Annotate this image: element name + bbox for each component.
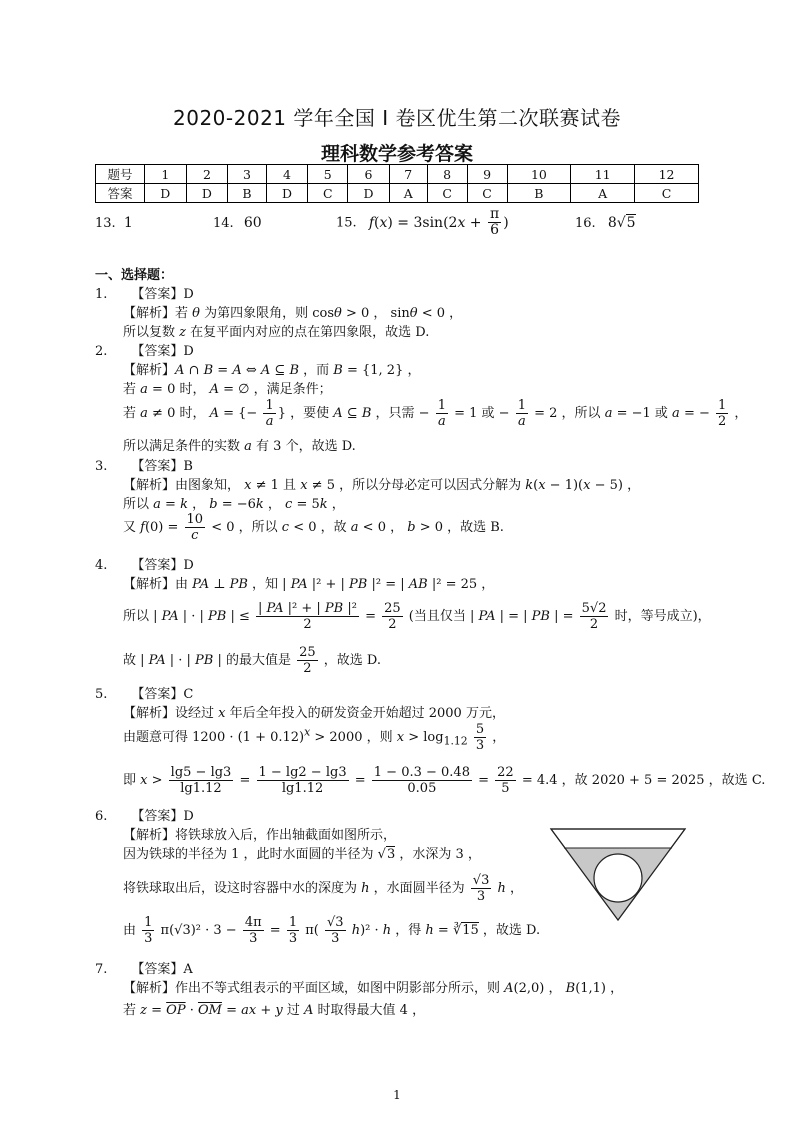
page-subtitle: 理科数学参考答案: [320, 143, 473, 165]
q3-explain-line1: 【解析】由图象知， x ≠ 1 且 x ≠ 5 ，所以分母必定可以因式分解为 k(x − 1)(x − 5) ，: [123, 478, 641, 493]
question-number-cell: 5: [308, 165, 348, 184]
q3-explain-line3: 又 f(0) = $\frac{10}{c}$ < 0 ，所以 c < 0 ，故 a < 0 ， b > 0 ，故选 B.: [123, 512, 504, 543]
fill-blank-q14: 14. 60: [213, 215, 262, 231]
q6-answer: 6. 【答案】D: [95, 809, 194, 824]
q7-answer: 7. 【答案】A: [95, 962, 193, 977]
answer-cell: A: [571, 184, 635, 203]
question-number-cell: 12: [635, 165, 699, 184]
row-label-number: 题号: [96, 165, 145, 184]
answer-cell: C: [427, 184, 467, 203]
q3-answer: 3. 【答案】B: [95, 459, 193, 474]
question-number-cell: 8: [427, 165, 467, 184]
answer-table-answer-row: [96, 184, 699, 203]
answer-cell: B: [507, 184, 571, 203]
answer-cell: D: [186, 184, 228, 203]
q6-explain-line3: 将铁球取出后，设这时容器中水的深度为 h ，水面圆半径为 $\frac{√3}{3}$ h ，: [123, 873, 523, 904]
answer-table: [95, 164, 699, 203]
question-number-cell: 10: [507, 165, 571, 184]
question-number-cell: 4: [266, 165, 308, 184]
q6-explain-line4: 由 $\frac{1}{3}$ π(√3)² · 3 − $\frac{4\pi}{3}$ = $\frac{1}{3}$ π( $\frac{√3}{3}$ h)² · h ，得 h = ∛15 ，故选 D.: [123, 915, 541, 946]
question-number-cell: 7: [389, 165, 427, 184]
answer-cell: C: [467, 184, 507, 203]
cone-cross-section-figure: [548, 826, 688, 926]
q5-explain-line3: 即 x > $\frac{\lg 5 - \lg 3}{\lg 1.12}$ = $\frac{1 - \lg 2 - \lg 3}{\lg 1.12}$ = $\frac{1 - 0.3 - 0.48}{0.05}$ = $\frac{22}{5}$ = 4.4 ，故 2020 + 5 = 2025 ，故选 C.: [123, 765, 766, 796]
q5-answer: 5. 【答案】C: [95, 687, 194, 702]
q2-explain-line4: 所以满足条件的实数 a 有 3 个，故选 D.: [123, 439, 356, 454]
answer-cell: D: [145, 184, 187, 203]
page-number: 1: [393, 1088, 401, 1102]
answer-cell: C: [635, 184, 699, 203]
question-number-cell: 9: [467, 165, 507, 184]
iron-ball: [594, 854, 642, 902]
q2-answer: 2. 【答案】D: [95, 344, 194, 359]
answer-cell: B: [228, 184, 266, 203]
page-title: 2020-2021 学年全国 I 卷区优生第二次联赛试卷: [173, 106, 621, 130]
q2-explain-line2: 若 a = 0 时， A = ∅ ，满足条件；: [123, 382, 332, 397]
q3-explain-line2: 所以 a = k ， b = −6k ， c = 5k ，: [123, 497, 345, 512]
q5-explain-line1: 【解析】设经过 x 年后全年投入的研发资金开始超过 2000 万元，: [123, 706, 505, 721]
question-number-cell: 1: [145, 165, 187, 184]
fill-blank-q13: 13. 1: [95, 215, 133, 231]
answer-cell: A: [389, 184, 427, 203]
q7-explain-line1: 【解析】作出不等式组表示的平面区域，如图中阴影部分所示，则 A(2,0) ， B(1,1) ，: [123, 981, 624, 996]
answer-table-number-row: [96, 165, 699, 184]
fill-blank-q16: 16. 8√5: [575, 215, 636, 231]
q2-explain-line3: 若 a ≠ 0 时， A = {− $\frac{1}{a}$ } ，要使 A ⊆ B ，只需 − $\frac{1}{a}$ = 1 或 − $\frac{1}{a}$ = 2 ，所以 a = −1 或 a = − $\frac{1}{2}$ ，: [123, 398, 748, 429]
row-label-answer: 答案: [96, 184, 145, 203]
question-number-cell: 11: [571, 165, 635, 184]
q4-explain-line1: 【解析】由 PA ⊥ PB ，知 | PA |² + | PB |² = | AB |² = 25 ，: [123, 577, 495, 592]
answer-cell: D: [266, 184, 308, 203]
q4-explain-line3: 故 | PA | · | PB | 的最大值是 $\frac{25}{2}$ ，故选 D.: [123, 645, 382, 676]
q4-explain-line2: 所以 | PA | · | PB | ≤ $\frac{\text{| PA |² + | PB |²}}{2}$ = $\frac{25}{2}$ (当且仅当 | PA | = | PB | = $\frac{5√2}{2}$ 时，等号成立)，: [123, 601, 711, 632]
q4-answer: 4. 【答案】D: [95, 558, 194, 573]
q1-explain-line2: 所以复数 z 在复平面内对应的点在第四象限，故选 D.: [123, 325, 430, 340]
answer-cell: D: [348, 184, 390, 203]
q6-explain-line1: 【解析】将铁球放入后，作出轴截面如图所示，: [123, 828, 397, 843]
q2-explain-line1: 【解析】A ∩ B = A ⇔ A ⊆ B ，而 B = {1, 2} ，: [123, 363, 421, 378]
question-number-cell: 6: [348, 165, 390, 184]
q7-explain-line2: 若 $z = \overline{OP} \cdot \overline{OM}$ = ax + y 过 A 时取得最大值 4 ，: [123, 1003, 426, 1018]
answer-cell: C: [308, 184, 348, 203]
fill-blank-q15: 15. f(x) = 3sin(2x + $\frac{\pi}{6}$ ): [336, 206, 509, 238]
q5-explain-line2: 由题意可得 $1200 \cdot (1 + 0.12)^x > 2000$ ，则 $x > \log_{1.12}$ $\frac{5}{3}$ ，: [123, 722, 506, 753]
question-number-cell: 3: [228, 165, 266, 184]
q6-explain-line2: 因为铁球的半径为 1 ，此时水面圆的半径为 √3 ，水深为 3 ，: [123, 847, 481, 862]
question-number-cell: 2: [186, 165, 228, 184]
q1-answer: 1. 【答案】D: [95, 287, 194, 302]
section-heading-choice: 一、选择题：: [95, 268, 174, 283]
q1-explain-line1: 【解析】若 θ 为第四象限角，则 cosθ > 0 ， sinθ < 0 ，: [123, 306, 463, 321]
